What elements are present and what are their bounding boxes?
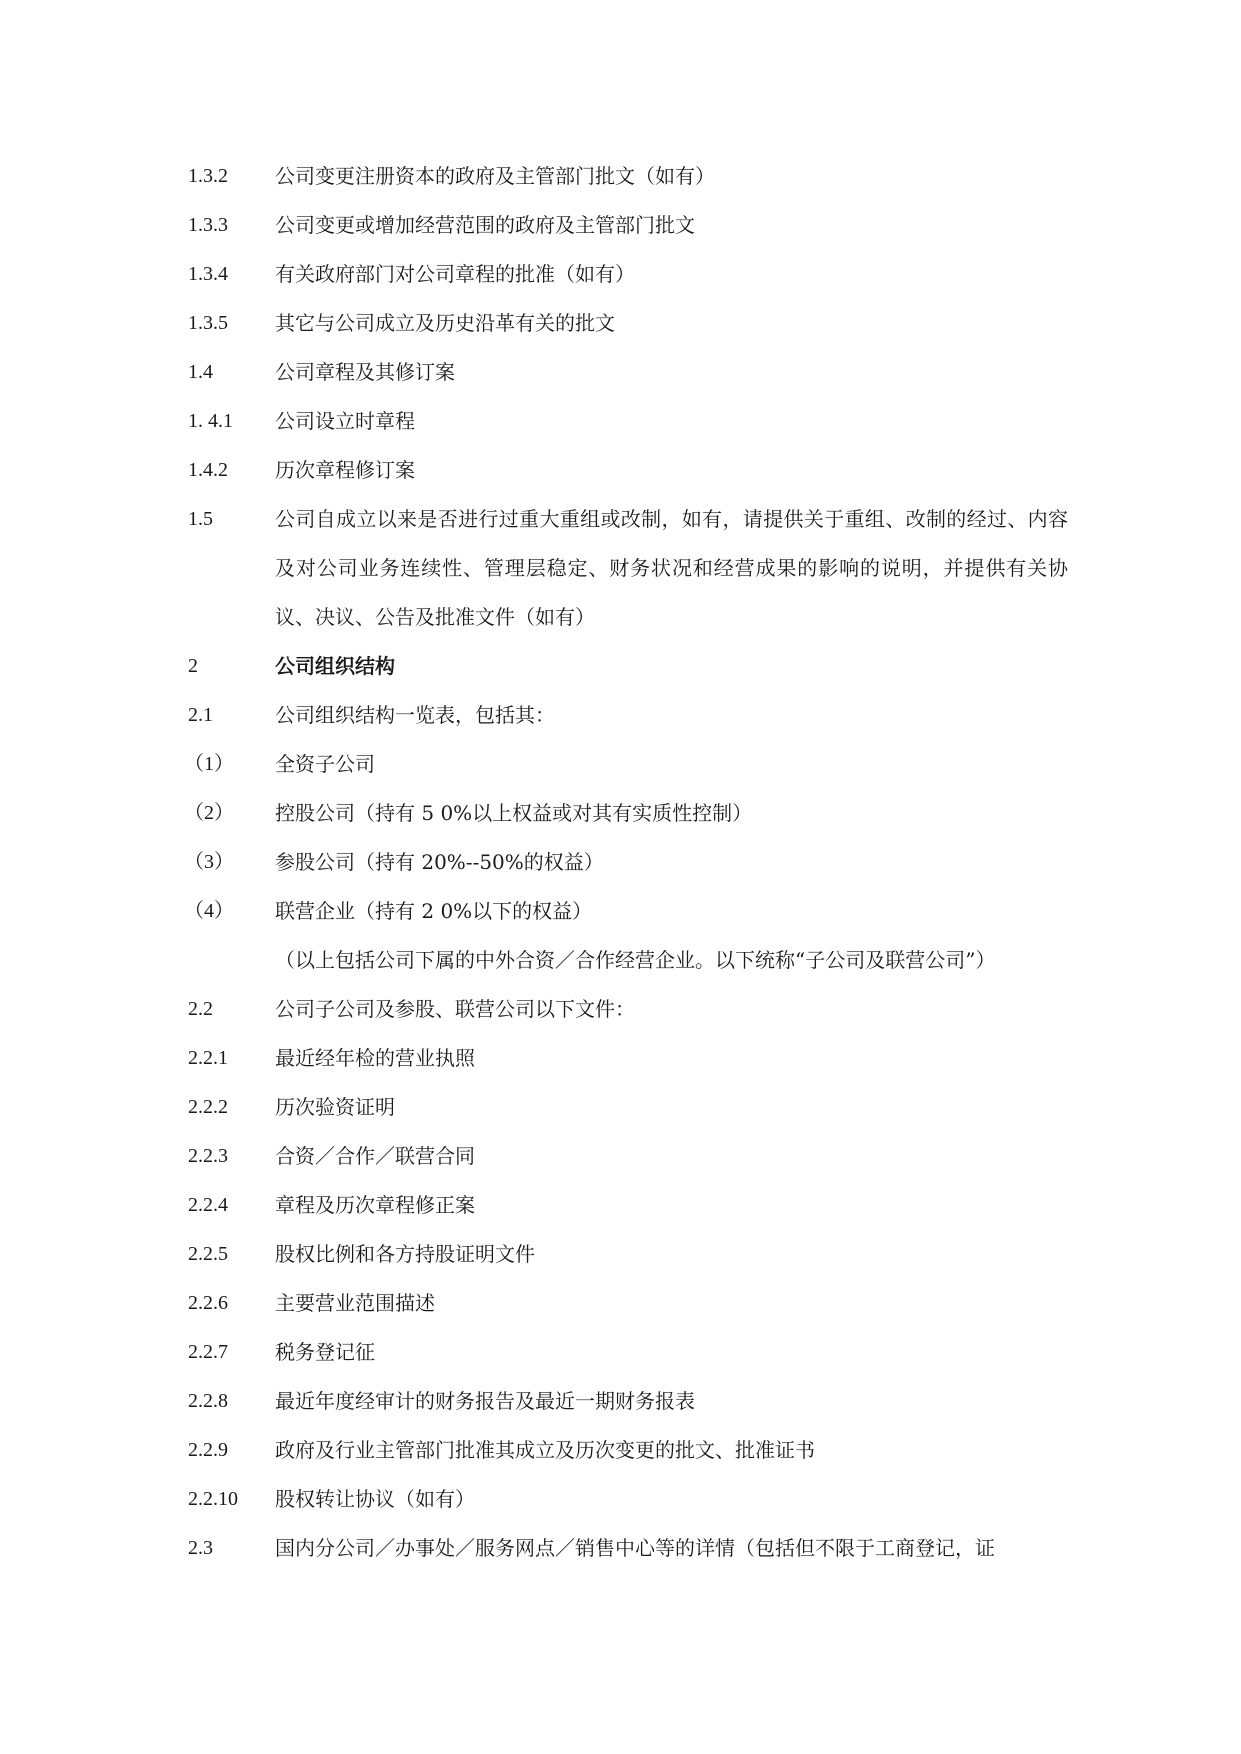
item-text: 合资／合作／联营合同 [275, 1144, 475, 1168]
item-text: 章程及历次章程修正案 [275, 1193, 475, 1217]
item-number: 2.2.7 [188, 1341, 228, 1363]
section-heading [188, 642, 1068, 691]
item-text: 其它与公司成立及历史沿革有关的批文 [275, 311, 615, 335]
item-number: 1.3.5 [188, 312, 228, 334]
list-item [188, 691, 1068, 740]
item-text: 公司组织结构一览表，包括其： [275, 703, 555, 727]
item-text: 公司章程及其修订案 [275, 360, 455, 384]
item-number: 2.2.9 [188, 1439, 228, 1461]
item-number: 1.4.2 [188, 459, 228, 481]
item-number: 2.2.5 [188, 1243, 228, 1265]
item-number: 1. 4.1 [188, 410, 233, 432]
list-item [188, 1524, 1068, 1573]
item-text: 最近年度经审计的财务报告及最近一期财务报表 [275, 1389, 695, 1413]
list-item [188, 1426, 1068, 1475]
item-text: 公司自成立以来是否进行过重大重组或改制，如有，请提供关于重组、改制的经过、内容及对公司业务连续性、管理层稳定、财务状况和经营成果的影响的说明，并提供有关协议、决议、公告及批准文件（如有） [275, 507, 1068, 629]
list-item [188, 1328, 1068, 1377]
item-text: 历次章程修订案 [275, 458, 415, 482]
document-list [184, 152, 1068, 1573]
list-item [188, 1279, 1068, 1328]
list-item [188, 985, 1068, 1034]
item-number: 1.3.4 [188, 263, 228, 285]
list-item [188, 495, 1068, 642]
section-title: 公司组织结构 [275, 654, 395, 678]
item-number: 1.3.2 [188, 165, 228, 187]
item-number: 2.2.10 [188, 1488, 238, 1510]
item-text: 参股公司（持有 20%--50%的权益） [275, 850, 604, 874]
item-number: 2.2.4 [188, 1194, 228, 1216]
list-item [188, 299, 1068, 348]
section-number: 2 [188, 655, 198, 677]
list-item [188, 1034, 1068, 1083]
item-number: 1.5 [188, 508, 213, 530]
list-item [188, 1230, 1068, 1279]
item-number: 2.2.3 [188, 1145, 228, 1167]
item-text: 公司子公司及参股、联营公司以下文件： [275, 997, 635, 1021]
list-item [188, 397, 1068, 446]
item-number: （2） [184, 802, 234, 824]
item-text: 公司变更注册资本的政府及主管部门批文（如有） [275, 164, 715, 188]
list-item [184, 740, 1068, 789]
item-text: 国内分公司／办事处／服务网点／销售中心等的详情（包括但不限于工商登记，证 [275, 1536, 995, 1560]
item-text: 联营企业（持有 2 0%以下的权益） [275, 899, 593, 923]
list-item [188, 348, 1068, 397]
item-text: 公司变更或增加经营范围的政府及主管部门批文 [275, 213, 695, 237]
item-text: 税务登记征 [275, 1340, 375, 1364]
list-item [188, 1083, 1068, 1132]
list-item [188, 1181, 1068, 1230]
item-text: 主要营业范围描述 [275, 1291, 435, 1315]
item-number: 2.3 [188, 1537, 213, 1559]
item-text: 最近经年检的营业执照 [275, 1046, 475, 1070]
item-number: 2.2.2 [188, 1096, 228, 1118]
item-number: 2.2.8 [188, 1390, 228, 1412]
list-item [184, 887, 1068, 936]
item-text: 股权转让协议（如有） [275, 1487, 475, 1511]
list-item [188, 1132, 1068, 1181]
list-item [188, 250, 1068, 299]
list-item [188, 201, 1068, 250]
item-number: 2.1 [188, 704, 213, 726]
item-text: 政府及行业主管部门批准其成立及历次变更的批文、批准证书 [275, 1438, 815, 1462]
list-item [188, 152, 1068, 201]
item-number: 1.4 [188, 361, 213, 383]
item-number: （3） [184, 851, 234, 873]
list-item [188, 446, 1068, 495]
item-text: 全资子公司 [275, 752, 375, 776]
item-text: 历次验资证明 [275, 1095, 395, 1119]
list-item [184, 838, 1068, 887]
item-number: 2.2.1 [188, 1047, 228, 1069]
item-text: 股权比例和各方持股证明文件 [275, 1242, 535, 1266]
item-text: 有关政府部门对公司章程的批准（如有） [275, 262, 635, 286]
list-item [188, 1377, 1068, 1426]
item-number: （4） [184, 900, 234, 922]
item-number: 2.2.6 [188, 1292, 228, 1314]
list-item [184, 789, 1068, 838]
item-number: 2.2 [188, 998, 213, 1020]
list-item [188, 1475, 1068, 1524]
note-text: （以上包括公司下属的中外合资／合作经营企业。以下统称“子公司及联营公司”） [275, 948, 996, 972]
item-text: 控股公司（持有 5 0%以上权益或对其有实质性控制） [275, 801, 753, 825]
item-number: （1） [184, 753, 234, 775]
item-text: 公司设立时章程 [275, 409, 415, 433]
item-number: 1.3.3 [188, 214, 228, 236]
